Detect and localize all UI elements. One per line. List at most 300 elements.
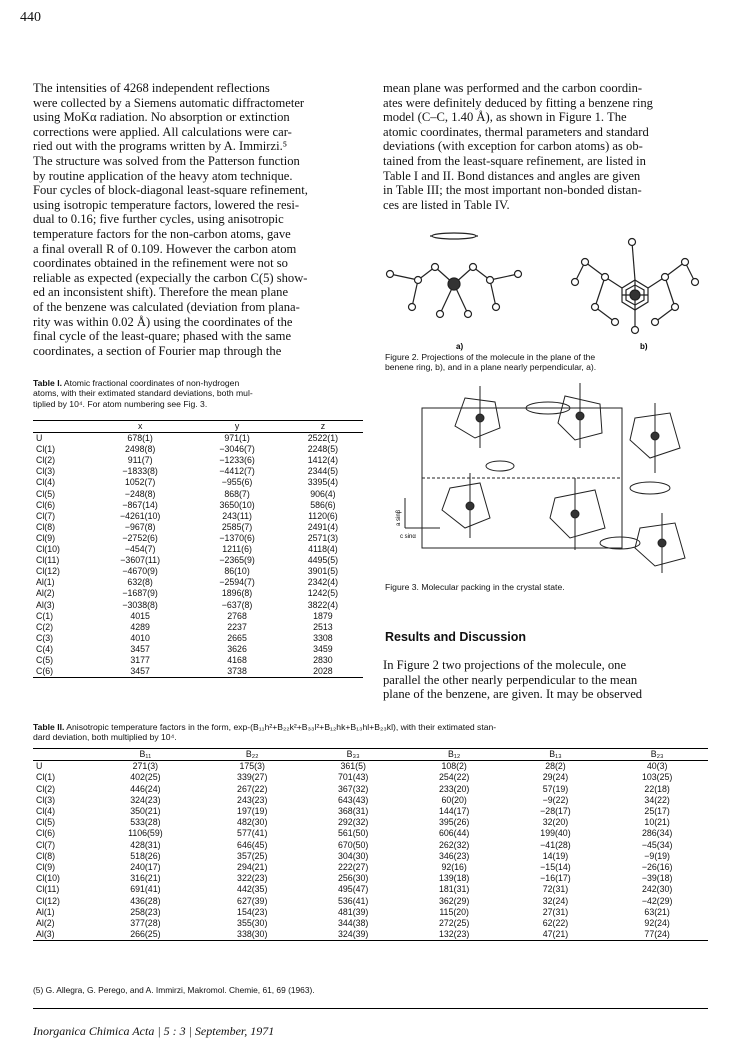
right-paragraph-line: tained from the least-square refinement, are listed in (383, 153, 646, 168)
table-1-cell: 2522(1) (307, 433, 339, 444)
footnote-divider (33, 1008, 708, 1009)
table-1-cell: 2248(5) (307, 444, 339, 455)
figure-2-caption-line-1: Projections of the molecule in the plane of the (421, 352, 596, 362)
figure-3-axis-vertical: a sinβ (396, 509, 402, 526)
figure-3-crystal-packing (380, 378, 710, 578)
table-1-cell: 906(4) (310, 488, 336, 499)
table-1-cell: 4168 (227, 654, 247, 665)
table-1-cell: 2237 (227, 621, 247, 632)
table-2-cell: 324(23) (130, 794, 161, 805)
table-2-cell: 222(27) (338, 862, 369, 873)
left-paragraph-line: were collected by a Siemens automatic diffractometer (33, 95, 305, 110)
table-2-cell: 32(20) (542, 817, 569, 828)
right-paragraph-line: in Table III; the most important non-bonded distan- (383, 183, 642, 198)
table-2-cell: 691(41) (130, 884, 161, 895)
table-1-cell: 86(10) (224, 566, 250, 577)
table-2-cell: 60(20) (441, 794, 467, 805)
table-1-cell: 1120(6) (308, 510, 338, 521)
table-1-cell: −867(14) (122, 499, 158, 510)
table-2-cell: 72(31) (542, 884, 569, 895)
left-paragraph-line: The intensities of 4268 independent reflections (33, 81, 270, 95)
table-2-cell: −26(16) (641, 862, 673, 873)
table-1-cell: 3177 (130, 654, 150, 665)
table-2-row (33, 772, 708, 783)
table-2-row (33, 851, 708, 862)
table-2-cell: Cl(10) (36, 873, 60, 884)
table-1-row (33, 489, 363, 500)
table-1-cell: C(5) (36, 654, 54, 665)
table-1-header-cell: z (283, 421, 363, 433)
table-1-cell: C(3) (36, 632, 54, 643)
table-2-cell: 350(21) (130, 806, 161, 817)
left-paragraph-line: of the benzene was calculated (deviation from plana- (33, 299, 300, 314)
table-1-caption-line-1: Atomic fractional coordinates of non-hydrogen (63, 378, 240, 388)
table-2-cell: 344(38) (338, 918, 369, 929)
table-2-cell: 243(23) (237, 794, 268, 805)
table-1-row (33, 433, 363, 445)
table-1-label: Table I. (33, 378, 62, 388)
table-2-cell: −16(17) (540, 873, 571, 884)
table-2-cell: 115(20) (439, 906, 469, 917)
table-2-cell: 561(50) (338, 828, 369, 839)
table-2-label: Table II. (33, 722, 65, 732)
table-1-cell: −2594(7) (219, 577, 255, 588)
table-1-cell: 4495(5) (307, 555, 339, 566)
left-paragraph-line: ried out with the programs written by A. Immirzi.⁵ (33, 139, 288, 154)
table-2-cell: 92(24) (644, 918, 670, 929)
table-2-row (33, 884, 708, 895)
table-2-cell: 242(30) (641, 884, 673, 895)
table-2-cell: Cl(8) (36, 850, 56, 861)
left-paragraph-line: using MoKα radiation. No absorption or extinction (33, 110, 290, 125)
left-paragraph-line: ed an inconsistent shift). Therefore the mean plane (33, 285, 289, 300)
table-1-row (33, 455, 363, 466)
table-1-row (33, 511, 363, 522)
right-paragraph-line: Table I and II. Bond distances and angles are given (383, 168, 641, 183)
table-1-cell: −4412(7) (219, 466, 255, 477)
table-2-cell: 533(28) (130, 817, 161, 828)
table-2-cell: 29(24) (542, 772, 569, 783)
table-1-cell: 2344(5) (307, 466, 339, 477)
table-1-row (33, 544, 363, 555)
table-1-cell: C(6) (36, 666, 54, 677)
table-2-cell: 482(30) (237, 817, 268, 828)
results-paragraph (383, 658, 705, 702)
figure-3-axis-horizontal: c sinα (400, 534, 416, 540)
table-2-cell: 10(21) (644, 817, 670, 828)
table-1-cell: −2752(6) (122, 532, 158, 543)
left-paragraph (33, 81, 363, 358)
left-paragraph-line: rity was within 0.02 Å) using the coordinates of the (33, 314, 293, 329)
table-2-cell: 339(27) (237, 772, 268, 783)
table-1-cell: 2571(3) (307, 532, 339, 543)
table-2-row (33, 907, 708, 918)
table-2-cell: 368(31) (338, 806, 369, 817)
table-2-cell: 62(22) (542, 918, 569, 929)
left-paragraph-line: temperature factors for the non-carbon atoms, gave (33, 226, 291, 241)
table-2-cell: −9(19) (644, 850, 670, 861)
table-1-cell: 3901(5) (307, 566, 339, 577)
table-2-row (33, 840, 708, 851)
table-2-cell: 132(23) (438, 929, 470, 940)
table-1-cell: 632(8) (127, 577, 153, 588)
table-1-row (33, 555, 363, 566)
table-1-cell: Cl(4) (36, 477, 56, 488)
table-2-cell: 577(41) (237, 828, 268, 839)
table-2-cell: 108(2) (441, 761, 467, 772)
left-paragraph-line: final cycle of the least-quare; phased with the same (33, 329, 292, 344)
table-1-cell: −3607(11) (120, 555, 160, 566)
left-paragraph-line: coordinates obtained in the refinement were not so (33, 256, 288, 271)
table-2-cell: Cl(3) (36, 794, 56, 805)
right-paragraph-line: atomic coordinates, thermal parameters and standard (383, 124, 649, 139)
table-2-cell: 361(5) (340, 761, 366, 772)
footnote: (5) G. Allegra, G. Perego, and A. Immirzi, Makromol. Chemie, 61, 69 (1963). (33, 985, 315, 995)
table-2-cell: 199(40) (540, 828, 571, 839)
table-2-cell: 254(22) (438, 772, 470, 783)
table-1-row (33, 566, 363, 577)
table-2-cell: 154(23) (237, 906, 268, 917)
table-2-cell: 346(23) (438, 850, 470, 861)
table-1-cell: 3308 (313, 632, 333, 643)
table-2-cell: −45(34) (641, 839, 673, 850)
table-1-cell: Cl(7) (36, 510, 56, 521)
table-2-row (33, 862, 708, 873)
table-2-cell: 362(29) (438, 895, 470, 906)
table-2-cell: 536(41) (338, 895, 369, 906)
table-1-cell: 911(7) (127, 455, 153, 466)
table-2-cell: 258(23) (130, 906, 161, 917)
table-1-cell: −2365(9) (219, 555, 255, 566)
table-2-cell: 294(21) (237, 862, 268, 873)
table-1-row (33, 633, 363, 644)
table-2-cell: 77(24) (644, 929, 670, 940)
table-2-cell: 240(17) (130, 862, 161, 873)
left-paragraph-line: Four cycles of block-diagonal least-square refinement, (33, 183, 308, 198)
table-2-cell: −9(22) (542, 794, 569, 805)
table-2-cell: 355(30) (237, 918, 268, 929)
table-2-row (33, 918, 708, 929)
table-1-cell: 3738 (227, 666, 247, 677)
table-1-row (33, 644, 363, 655)
table-1-cell: 971(1) (224, 433, 250, 444)
table-2-cell: 304(30) (338, 850, 369, 861)
table-2-cell: 144(17) (438, 806, 470, 817)
table-2-cell: 34(22) (644, 794, 670, 805)
table-1-caption-line-3: tiplied by 10⁴. For atom numbering see Fig. 3. (33, 398, 208, 409)
table-2-cell: 701(43) (338, 772, 369, 783)
table-1-cell: C(4) (36, 643, 54, 654)
table-1 (33, 420, 363, 678)
table-1-cell: Cl(2) (36, 455, 56, 466)
table-2-cell: 367(32) (338, 783, 369, 794)
table-1-cell: −248(8) (124, 488, 156, 499)
table-2-row (33, 817, 708, 828)
table-1-cell: Cl(12) (36, 566, 60, 577)
table-1-cell: Cl(3) (36, 466, 56, 477)
table-2-cell: Al(1) (36, 906, 55, 917)
table-2-cell: 670(50) (338, 839, 369, 850)
table-2-cell: Cl(6) (36, 828, 56, 839)
table-2-cell: 643(43) (338, 794, 369, 805)
section-heading: Results and Discussion (385, 630, 527, 644)
results-paragraph-line: parallel the other nearly perpendicular to the mean (383, 672, 638, 687)
table-2-cell: −42(29) (641, 895, 673, 906)
table-1-cell: 2513 (313, 621, 333, 632)
page-number: 440 (20, 10, 41, 25)
table-2-header-cell: B₁₂ (404, 749, 505, 761)
table-1-header-cell: y (191, 421, 283, 433)
table-2-cell: 181(31) (438, 884, 470, 895)
table-2-cell: 446(24) (130, 783, 161, 794)
table-1-cell: 586(6) (310, 499, 336, 510)
table-1-header-cell: x (89, 421, 191, 433)
table-2-cell: 1106(59) (128, 828, 163, 839)
table-2-cell: 14(19) (542, 850, 569, 861)
table-2-cell: 627(39) (237, 895, 268, 906)
table-2-cell: 357(25) (237, 850, 268, 861)
table-2-cell: 442(35) (237, 884, 268, 895)
table-2-cell: Cl(11) (36, 884, 60, 895)
table-1-cell: 243(11) (222, 510, 252, 521)
table-1-header-cell (33, 421, 89, 433)
table-2-header-cell: B₁₃ (505, 749, 607, 761)
table-2-cell: 22(18) (644, 783, 670, 794)
table-2-cell: Al(3) (36, 929, 55, 940)
table-2-cell: 92(16) (441, 862, 467, 873)
table-1-cell: Cl(1) (36, 444, 56, 455)
table-1-cell: 2342(4) (307, 577, 339, 588)
right-paragraph-line: ces are listed in Table IV. (383, 197, 510, 212)
table-1-row (33, 466, 363, 477)
table-1-cell: Cl(8) (36, 521, 56, 532)
table-2-cell: 197(19) (237, 806, 268, 817)
table-2-caption-line-2: dard deviation, both multiplied by 10⁴. (33, 732, 177, 743)
results-paragraph-line: In Figure 2 two projections of the molecule, one (383, 658, 627, 672)
figure-2-caption-label: Figure 2. (385, 352, 419, 362)
table-2-cell: 63(21) (644, 906, 670, 917)
table-1-cell: 2491(4) (307, 521, 339, 532)
left-paragraph-line: coordinates, a section of Fourier map through the (33, 343, 282, 358)
table-1-cell: −4261(10) (119, 510, 161, 521)
table-2-cell: 25(17) (644, 806, 670, 817)
table-1-cell: Al(2) (36, 588, 55, 599)
figure-2-label-b: b) (640, 342, 648, 351)
right-paragraph-line: model (C–C, 1.40 Å), as shown in Figure 1. The (383, 110, 627, 125)
table-1-cell: 678(1) (127, 433, 153, 444)
table-2-cell: 495(47) (338, 884, 369, 895)
table-2-cell: Cl(5) (36, 817, 56, 828)
left-paragraph-line: dual to 0.16; five further cycles, using anisotropic (33, 212, 284, 227)
table-2-row (33, 929, 708, 941)
table-1-caption (33, 378, 363, 409)
table-2-cell: 28(2) (545, 761, 566, 772)
table-1-cell: 1242(5) (307, 588, 339, 599)
table-2-header-cell: B₃₃ (303, 749, 404, 761)
table-1-cell: 1052(7) (124, 477, 156, 488)
table-2-cell: 27(31) (542, 906, 569, 917)
table-1-row (33, 522, 363, 533)
table-2-cell: 324(39) (338, 929, 369, 940)
table-1-cell: −3046(7) (219, 444, 255, 455)
table-2-cell: 395(26) (438, 817, 470, 828)
table-1-row (33, 577, 363, 588)
table-1-cell: 2498(8) (124, 444, 156, 455)
table-1-cell: 3395(4) (307, 477, 339, 488)
table-1-cell: 1211(6) (222, 544, 252, 555)
table-1-cell: 3457 (130, 666, 150, 677)
table-2-cell: 292(32) (338, 817, 369, 828)
table-2-cell: 286(34) (641, 828, 673, 839)
table-1-cell: 2830 (313, 654, 333, 665)
table-1-cell: U (36, 433, 43, 444)
table-2-cell: 377(28) (130, 918, 161, 929)
table-1-row (33, 666, 363, 678)
table-2 (33, 748, 708, 941)
left-paragraph-line: reliable as expected (expecially the carbon C(5) show- (33, 270, 308, 285)
journal-footer: Inorganica Chimica Acta | 5 : 3 | September, 1971 (33, 1024, 275, 1038)
table-2-cell: 322(23) (237, 873, 268, 884)
table-2-cell: 646(45) (237, 839, 268, 850)
table-1-row (33, 622, 363, 633)
table-2-cell: 518(26) (130, 850, 161, 861)
table-2-row (33, 784, 708, 795)
table-2-cell: Cl(9) (36, 862, 56, 873)
table-1-cell: −1687(9) (122, 588, 158, 599)
table-1-cell: 1896(8) (221, 588, 253, 599)
table-2-cell: 316(21) (130, 873, 161, 884)
table-2-row (33, 795, 708, 806)
table-2-cell: 272(25) (438, 918, 470, 929)
table-2-cell: 32(24) (542, 895, 569, 906)
table-2-cell: 103(25) (641, 772, 673, 783)
table-2-cell: Cl(2) (36, 783, 56, 794)
table-2-cell: 338(30) (237, 929, 268, 940)
table-1-cell: Al(3) (36, 599, 55, 610)
table-1-row (33, 533, 363, 544)
left-paragraph-line: by routine application of the heavy atom technique. (33, 168, 293, 183)
table-1-cell: −637(8) (221, 599, 253, 610)
table-1-cell: 4289 (130, 621, 150, 632)
table-1-cell: 868(7) (224, 488, 250, 499)
table-2-cell: 139(18) (438, 873, 470, 884)
table-1-cell: 3650(10) (219, 499, 255, 510)
table-2-cell: U (36, 761, 43, 772)
table-2-cell: 40(3) (646, 761, 668, 772)
table-1-cell: 2585(7) (221, 521, 253, 532)
table-1-cell: 4015 (130, 610, 150, 621)
figure-2-caption (385, 352, 705, 373)
figure-2-label-a: a) (456, 342, 464, 351)
table-2-cell: 606(44) (438, 828, 470, 839)
table-2-cell: Cl(7) (36, 839, 56, 850)
table-1-row (33, 655, 363, 666)
table-1-cell: Cl(11) (36, 555, 60, 566)
left-paragraph-line: corrections were applied. All calculations were car- (33, 124, 292, 139)
right-paragraph-line: ates were definitely deduced by fitting a benzene ring (383, 95, 653, 110)
table-1-cell: 3626 (227, 643, 247, 654)
table-1-cell: 2028 (313, 666, 333, 677)
table-2-cell: −39(18) (641, 873, 673, 884)
table-2-cell: Cl(1) (36, 772, 56, 783)
table-1-row (33, 477, 363, 488)
table-2-cell: 428(31) (130, 839, 161, 850)
table-1-cell: 4118(4) (308, 544, 338, 555)
table-1-cell: −1833(8) (122, 466, 158, 477)
figure-2-caption-line-2: benene ring, b), and in a plane nearly perpendicular, a). (385, 362, 597, 373)
table-2-row (33, 828, 708, 839)
table-1-cell: Cl(5) (36, 488, 56, 499)
figure-3-caption-text: Molecular packing in the crystal state. (421, 582, 565, 592)
table-2-cell: 233(20) (438, 783, 470, 794)
table-1-caption-line-2: atoms, with their extimated standard deviations, both mul- (33, 388, 253, 399)
table-2-cell: 262(32) (438, 839, 470, 850)
table-1-row (33, 500, 363, 511)
table-1-cell: −967(8) (124, 521, 156, 532)
table-2-cell: 266(25) (130, 929, 161, 940)
table-2-cell: −28(17) (540, 806, 571, 817)
table-2-cell: Cl(4) (36, 806, 56, 817)
table-2-cell: 402(25) (130, 772, 161, 783)
table-1-cell: 4010 (130, 632, 150, 643)
results-paragraph-line: plane of the benzene, are given. It may be observed (383, 687, 643, 702)
table-1-row (33, 588, 363, 599)
table-2-cell: Cl(12) (36, 895, 60, 906)
table-1-row (33, 600, 363, 611)
table-1-cell: −3038(8) (122, 599, 158, 610)
table-1-cell: Cl(9) (36, 532, 56, 543)
right-paragraph (383, 81, 705, 212)
table-1-cell: Cl(10) (36, 544, 60, 555)
right-paragraph-line: mean plane was performed and the carbon coordin- (383, 81, 643, 95)
figure-2-molecule-projections (380, 222, 710, 352)
table-1-cell: 3459 (313, 643, 333, 654)
table-2-row (33, 806, 708, 817)
right-paragraph-line: deviations (with exception for carbon atoms) as ob- (383, 139, 643, 154)
table-2-header-cell: B₂₂ (202, 749, 303, 761)
table-1-cell: −1233(6) (219, 455, 255, 466)
table-1-cell: 3457 (130, 643, 150, 654)
table-2-cell: −15(14) (540, 862, 571, 873)
left-paragraph-line: The structure was solved from the Patterson function (33, 153, 300, 168)
table-1-cell: C(2) (36, 621, 54, 632)
table-2-cell: 436(28) (130, 895, 161, 906)
table-1-row (33, 444, 363, 455)
table-2-caption (33, 722, 708, 743)
table-1-cell: 1879 (313, 610, 333, 621)
table-1-cell: −454(7) (124, 544, 156, 555)
table-2-cell: 175(3) (239, 761, 265, 772)
left-paragraph-line: a final overall R of 0.109. However the carbon atom (33, 241, 297, 256)
table-2-cell: 256(30) (338, 873, 369, 884)
table-1-cell: Cl(6) (36, 499, 56, 510)
table-2-cell: 267(22) (237, 783, 268, 794)
table-1-cell: 3822(4) (307, 599, 339, 610)
table-1-cell: Al(1) (36, 577, 55, 588)
table-1-row (33, 611, 363, 622)
table-2-header-cell: B₁₁ (89, 749, 202, 761)
table-1-cell: 2665 (227, 632, 247, 643)
table-2-row (33, 761, 708, 773)
table-2-row (33, 873, 708, 884)
table-2-row (33, 896, 708, 907)
figure-3-caption-label: Figure 3. (385, 582, 419, 592)
table-2-caption-line-1: Anisotropic temperature factors in the form, exp-(B₁₁h²+B₂₂k²+B₃₃l²+B₁₂hk+B₁₃hl+B₂₃kl), with their extimated stan- (66, 722, 497, 732)
table-1-cell: −1370(6) (219, 532, 255, 543)
table-1-cell: C(1) (36, 610, 54, 621)
table-1-cell: 1412(4) (307, 455, 339, 466)
table-2-cell: Al(2) (36, 918, 55, 929)
